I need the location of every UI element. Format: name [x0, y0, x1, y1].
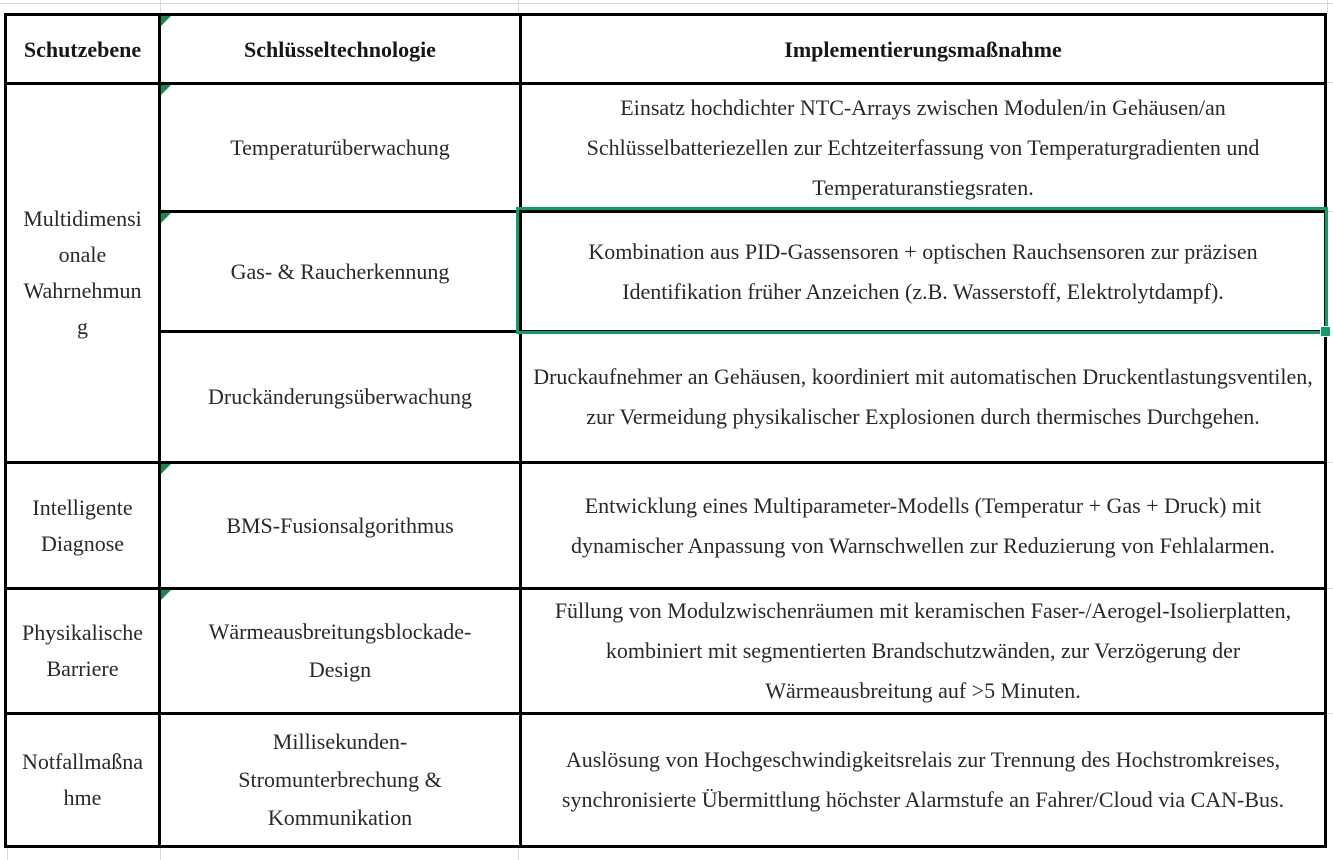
- protection-levels-table: [4, 13, 1327, 848]
- cell-label: Temperaturüberwachung: [230, 134, 450, 160]
- cell-tech-waermeausbreitungsblockade[interactable]: [160, 589, 521, 714]
- gridline: [0, 3, 1333, 4]
- cell-tech-temperaturueberwachung[interactable]: [160, 84, 521, 212]
- header-cell-schluesseltechnologie[interactable]: [160, 15, 521, 84]
- cell-measure-druckaenderungsueberwachung[interactable]: Druckaufnehmer an Gehäusen, koordiniert mit automatischen Druckentlastungsventilen, zur Vermeidung physikalischer Explosionen durch thermisches Durchgehen.: [521, 332, 1326, 463]
- gridline: [160, 0, 161, 13]
- cell-measure-bms-fusionsalgorithmus[interactable]: Entwicklung eines Multiparameter-Modells (Temperatur + Gas + Druck) mit dynamischer Anpassung von Warnschwellen zur Reduzierung von Fehlalarmen.: [521, 463, 1326, 589]
- table-row: [6, 463, 1326, 589]
- cell-measure-millisekunden-stromunterbrechung[interactable]: Auslösung von Hochgeschwindigkeitsrelais zur Trennung des Hochstromkreises, synchronisierte Übermittlung höchster Alarmstufe an Fahrer/Cloud via CAN-Bus.: [521, 714, 1326, 847]
- table-row: [6, 84, 1326, 212]
- gridline: [1326, 82, 1333, 83]
- table-header-row: [6, 15, 1326, 84]
- cell-level-intelligente-diagnose[interactable]: Intelligente Diagnose: [6, 463, 160, 589]
- gridline: [518, 848, 519, 860]
- header-cell-schutzebene[interactable]: Schutzebene: [6, 15, 160, 84]
- cell-label: Gas- & Raucherkennung: [230, 258, 450, 284]
- table-row: [6, 212, 1326, 332]
- cell-label: Millisekunden-Stromunterbrechung & Kommunikation: [238, 729, 442, 830]
- gridline: [518, 0, 519, 13]
- error-indicator-icon: [161, 16, 171, 26]
- table-row: [6, 714, 1326, 847]
- header-cell-implementierungsmassnahme[interactable]: Implementierungsmaßnahme: [521, 15, 1326, 84]
- cell-tech-millisekunden-stromunterbrechung[interactable]: [160, 714, 521, 847]
- error-indicator-icon: [161, 85, 171, 95]
- cell-label: BMS-Fusionsalgorithmus: [226, 512, 454, 538]
- cell-tech-druckaenderungsueberwachung[interactable]: [160, 332, 521, 463]
- gridline: [1326, 588, 1333, 589]
- fill-handle[interactable]: [1320, 326, 1331, 337]
- cell-measure-gas-raucherkennung-selected[interactable]: Kombination aus PID-Gassensoren + optischen Rauchsensoren zur präzisen Identifikation früher Anzeichen (z.B. Wasserstoff, Elektrolytdampf).: [521, 212, 1326, 332]
- cell-level-multidimensionale-wahrnehmung[interactable]: Multidimensionale Wahrnehmung: [6, 84, 160, 463]
- cell-measure-waermeausbreitungsblockade[interactable]: Füllung von Modulzwischenräumen mit keramischen Faser-/Aerogel-Isolierplatten, kombiniert mit segmentierten Brandschutzwänden, zur Verzögerung der Wärmeausbreitung auf >5 Minuten.: [521, 589, 1326, 714]
- gridline: [7, 848, 8, 860]
- error-indicator-icon: [161, 464, 171, 474]
- gridline: [160, 848, 161, 860]
- gridline: [1326, 211, 1333, 212]
- error-indicator-icon: [161, 590, 171, 600]
- cell-measure-temperaturueberwachung[interactable]: Einsatz hochdichter NTC-Arrays zwischen Modulen/in Gehäusen/an Schlüsselbatteriezellen zur Echtzeiterfassung von Temperaturgradienten und Temperaturanstiegsraten.: [521, 84, 1326, 212]
- cell-tech-bms-fusionsalgorithmus[interactable]: [160, 463, 521, 589]
- cell-tech-gas-raucherkennung[interactable]: [160, 212, 521, 332]
- cell-level-notfallmassnahme[interactable]: Notfallmaßnahme: [6, 714, 160, 847]
- gridline: [1327, 0, 1328, 13]
- cell-level-physikalische-barriere[interactable]: Physikalische Barriere: [6, 589, 160, 714]
- table-row: [6, 589, 1326, 714]
- gridline: [1326, 462, 1333, 463]
- cell-label: Druckänderungsüberwachung: [208, 384, 472, 409]
- gridline: [1326, 713, 1333, 714]
- table-row: [6, 332, 1326, 463]
- cell-label: Wärmeausbreitungsblockade-Design: [208, 619, 472, 682]
- error-indicator-icon: [161, 213, 171, 223]
- header-label: Schlüsseltechnologie: [244, 36, 436, 62]
